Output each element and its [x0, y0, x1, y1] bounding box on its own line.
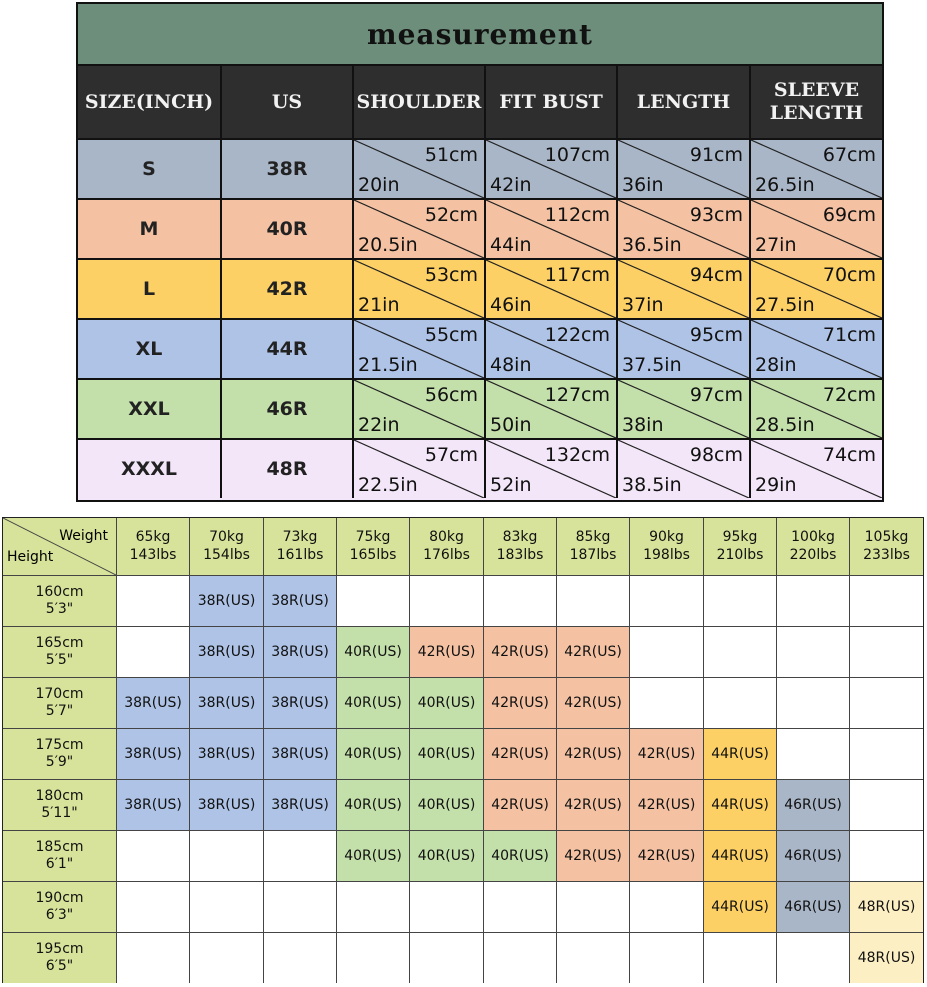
- size-chart-cell: [117, 831, 190, 882]
- inch-value: 36.5in: [622, 234, 682, 256]
- size-chart-cell: [777, 627, 850, 678]
- size-chart-cell: [850, 576, 923, 627]
- us-size-cell: 44R: [222, 320, 354, 378]
- weight-lbs: 161lbs: [276, 546, 324, 563]
- weight-header-cell: [190, 518, 264, 576]
- weight-kg: 75kg: [355, 529, 391, 545]
- cm-value: 70cm: [822, 264, 876, 286]
- size-chart-cell: 42R(US): [484, 678, 557, 729]
- us-size-cell: 46R: [222, 380, 354, 438]
- height-ft: 5′5": [45, 652, 74, 668]
- height-header-cell: [3, 678, 117, 729]
- size-chart-cell: 40R(US): [337, 627, 410, 678]
- height-cm: 175cm: [35, 736, 84, 753]
- size-chart-cell: 42R(US): [557, 729, 630, 780]
- size-chart-cell: 44R(US): [704, 831, 777, 882]
- size-chart-cell: [850, 831, 923, 882]
- measurement-value-cell: [486, 440, 618, 498]
- size-chart-cell: [704, 627, 777, 678]
- height-ft: 6′5": [45, 958, 74, 974]
- weight-lbs: 176lbs: [423, 546, 470, 563]
- size-chart-cell: [777, 678, 850, 729]
- weight-header-cell: [850, 518, 923, 576]
- weight-lbs: 143lbs: [129, 546, 177, 563]
- height-ft: 5′3": [45, 601, 74, 617]
- inch-value: 38in: [622, 414, 664, 436]
- size-cell: XL: [78, 320, 222, 378]
- size-chart-cell: 48R(US): [850, 882, 923, 933]
- size-chart-cell: [410, 882, 484, 933]
- weight-header-cell: [557, 518, 630, 576]
- weight-kg: 70kg: [209, 529, 244, 545]
- measurement-value-cell: [354, 140, 486, 198]
- cm-value: 97cm: [689, 384, 743, 406]
- height-header-cell: [3, 576, 117, 627]
- weight-kg: 83kg: [502, 529, 538, 545]
- size-chart-cell: [630, 576, 704, 627]
- cm-value: 127cm: [544, 384, 610, 406]
- cm-value: 95cm: [689, 324, 743, 346]
- size-chart-cell: 38R(US): [264, 627, 337, 678]
- measurement-header-cell: SHOULDER: [354, 66, 486, 138]
- size-chart-cell: 38R(US): [264, 678, 337, 729]
- size-chart-cell: [117, 882, 190, 933]
- size-chart-cell: 40R(US): [410, 831, 484, 882]
- measurement-row: [78, 318, 882, 378]
- weight-header-cell: [630, 518, 704, 576]
- measurement-value-cell: [618, 140, 751, 198]
- cm-value: 132cm: [544, 444, 610, 466]
- inch-value: 52in: [490, 474, 532, 496]
- weight-kg: 80kg: [429, 529, 464, 545]
- size-chart-cell: 42R(US): [557, 780, 630, 831]
- inch-value: 21.5in: [358, 354, 418, 376]
- size-chart-cell: 38R(US): [264, 780, 337, 831]
- size-chart-cell: 42R(US): [557, 627, 630, 678]
- us-size-cell: 38R: [222, 140, 354, 198]
- measurement-header-cell: SLEEVE LENGTH: [751, 66, 882, 138]
- measurement-row: [78, 198, 882, 258]
- cm-value: 53cm: [424, 264, 478, 286]
- measurement-value-cell: [618, 380, 751, 438]
- inch-value: 37.5in: [622, 354, 682, 376]
- size-chart-cell: [190, 882, 264, 933]
- weight-kg: 90kg: [649, 529, 684, 545]
- size-chart-cell: 44R(US): [704, 780, 777, 831]
- measurement-table: [76, 2, 884, 502]
- inch-value: 48in: [490, 354, 532, 376]
- weight-kg: 100kg: [791, 529, 835, 545]
- size-chart-cell: [117, 933, 190, 983]
- height-header-cell: [3, 627, 117, 678]
- size-chart-cell: [337, 576, 410, 627]
- measurement-value-cell: [618, 200, 751, 258]
- size-chart-cell: [484, 882, 557, 933]
- weight-header-cell: [337, 518, 410, 576]
- us-size-cell: 40R: [222, 200, 354, 258]
- cm-value: 69cm: [822, 204, 876, 226]
- size-chart-cell: [117, 576, 190, 627]
- cm-value: 72cm: [822, 384, 876, 406]
- measurement-row: [78, 438, 882, 500]
- size-chart-cell: [264, 882, 337, 933]
- measurement-value-cell: [751, 140, 882, 198]
- size-chart-cell: [704, 678, 777, 729]
- size-chart-cell: [117, 627, 190, 678]
- cm-value: 51cm: [424, 144, 478, 166]
- weight-header-cell: [704, 518, 777, 576]
- cm-value: 56cm: [424, 384, 478, 406]
- cm-value: 117cm: [544, 264, 610, 286]
- size-chart-cell: [630, 627, 704, 678]
- size-chart-cell: [850, 729, 923, 780]
- height-cm: 170cm: [35, 685, 84, 702]
- inch-value: 21in: [358, 294, 400, 316]
- measurement-row: [78, 378, 882, 438]
- weight-kg: 73kg: [282, 529, 318, 545]
- size-chart-cell: 40R(US): [484, 831, 557, 882]
- height-header-cell: [3, 780, 117, 831]
- cm-value: 57cm: [424, 444, 478, 466]
- inch-value: 20.5in: [358, 234, 418, 256]
- measurement-value-cell: [618, 440, 751, 498]
- size-chart-cell: [557, 576, 630, 627]
- weight-lbs: 154lbs: [203, 546, 250, 563]
- measurement-row: [78, 138, 882, 198]
- weight-lbs: 187lbs: [569, 546, 617, 563]
- weight-header-cell: [410, 518, 484, 576]
- size-chart-cell: 42R(US): [410, 627, 484, 678]
- measurement-header-cell: SIZE(INCH): [78, 66, 222, 138]
- size-chart-cell: [777, 729, 850, 780]
- measurement-value-cell: [354, 200, 486, 258]
- cm-value: 74cm: [822, 444, 876, 466]
- weight-lbs: 220lbs: [789, 546, 837, 563]
- measurement-value-cell: [354, 380, 486, 438]
- cm-value: 71cm: [822, 324, 876, 346]
- weight-lbs: 165lbs: [349, 546, 397, 563]
- measurement-row: [78, 258, 882, 318]
- measurement-value-cell: [354, 320, 486, 378]
- size-cell: M: [78, 200, 222, 258]
- size-chart-cell: 38R(US): [190, 678, 264, 729]
- us-size-cell: 42R: [222, 260, 354, 318]
- measurement-value-cell: [486, 260, 618, 318]
- cm-value: 67cm: [822, 144, 876, 166]
- height-ft: 5′7": [45, 703, 74, 719]
- cm-value: 98cm: [689, 444, 743, 466]
- size-chart-cell: [630, 882, 704, 933]
- measurement-value-cell: [486, 320, 618, 378]
- size-chart-grid: [2, 517, 924, 983]
- size-chart-cell: [264, 933, 337, 983]
- height-cm: 180cm: [35, 787, 84, 804]
- measurement-value-cell: [618, 320, 751, 378]
- size-chart-cell: 38R(US): [117, 780, 190, 831]
- size-chart-cell: [190, 933, 264, 983]
- weight-axis-label: Weight: [59, 528, 108, 544]
- inch-value: 27.5in: [755, 294, 815, 316]
- height-ft: 6′1": [45, 856, 74, 872]
- height-axis-label: Height: [7, 549, 54, 565]
- size-chart-cell: [484, 576, 557, 627]
- weight-lbs: 210lbs: [716, 546, 764, 563]
- cm-value: 94cm: [689, 264, 743, 286]
- height-cm: 190cm: [35, 889, 84, 906]
- size-chart-cell: 38R(US): [264, 576, 337, 627]
- measurement-value-cell: [751, 440, 882, 498]
- size-cell: S: [78, 140, 222, 198]
- size-chart-cell: 38R(US): [190, 576, 264, 627]
- measurement-value-cell: [618, 260, 751, 318]
- cm-value: 107cm: [544, 144, 610, 166]
- inch-value: 20in: [358, 174, 400, 196]
- size-chart-cell: [777, 933, 850, 983]
- size-chart-cell: 38R(US): [264, 729, 337, 780]
- size-chart-cell: 42R(US): [557, 678, 630, 729]
- inch-value: 22.5in: [358, 474, 418, 496]
- size-chart-cell: [410, 576, 484, 627]
- height-cm: 185cm: [35, 838, 84, 855]
- inch-value: 46in: [490, 294, 532, 316]
- weight-kg: 85kg: [575, 529, 611, 545]
- weight-lbs: 183lbs: [496, 546, 544, 563]
- weight-header-cell: [777, 518, 850, 576]
- size-cell: XXL: [78, 380, 222, 438]
- height-ft: 5′9": [45, 754, 74, 770]
- measurement-value-cell: [486, 380, 618, 438]
- inch-value: 22in: [358, 414, 400, 436]
- height-header-cell: [3, 882, 117, 933]
- inch-value: 27in: [755, 234, 797, 256]
- size-chart-cell: 40R(US): [337, 729, 410, 780]
- size-chart-cell: 38R(US): [190, 780, 264, 831]
- height-cm: 195cm: [35, 940, 84, 957]
- size-chart-cell: [337, 882, 410, 933]
- cm-value: 91cm: [689, 144, 743, 166]
- inch-value: 37in: [622, 294, 664, 316]
- height-ft: 5′11": [41, 805, 78, 821]
- size-chart-cell: 46R(US): [777, 882, 850, 933]
- size-chart-cell: [557, 933, 630, 983]
- size-cell: L: [78, 260, 222, 318]
- size-chart-cell: [630, 678, 704, 729]
- height-header-cell: [3, 933, 117, 983]
- size-chart-cell: 42R(US): [557, 831, 630, 882]
- size-chart-cell: 42R(US): [630, 831, 704, 882]
- size-chart-cell: 38R(US): [190, 729, 264, 780]
- size-chart-cell: 38R(US): [117, 678, 190, 729]
- size-chart-cell: 46R(US): [777, 780, 850, 831]
- size-chart-cell: [777, 576, 850, 627]
- size-chart-cell: [704, 576, 777, 627]
- height-header-cell: [3, 831, 117, 882]
- height-cm: 160cm: [35, 583, 84, 600]
- size-chart-cell: 44R(US): [704, 729, 777, 780]
- size-chart-cell: [850, 678, 923, 729]
- weight-header-cell: [484, 518, 557, 576]
- inch-value: 42in: [490, 174, 532, 196]
- size-chart-cell: 40R(US): [337, 780, 410, 831]
- measurement-value-cell: [486, 200, 618, 258]
- size-chart-cell: 42R(US): [630, 780, 704, 831]
- size-chart-cell: [850, 780, 923, 831]
- size-chart-cell: [630, 933, 704, 983]
- size-chart-corner: [3, 518, 117, 576]
- size-chart-cell: 40R(US): [410, 729, 484, 780]
- size-cell: XXXL: [78, 440, 222, 498]
- size-chart-cell: 42R(US): [484, 729, 557, 780]
- size-chart-cell: [264, 831, 337, 882]
- weight-header-cell: [264, 518, 337, 576]
- cm-value: 52cm: [424, 204, 478, 226]
- measurement-value-cell: [751, 320, 882, 378]
- size-chart-cell: [704, 933, 777, 983]
- inch-value: 28.5in: [755, 414, 815, 436]
- size-chart-cell: [484, 933, 557, 983]
- measurement-value-cell: [354, 260, 486, 318]
- size-chart-cell: [557, 882, 630, 933]
- measurement-value-cell: [751, 260, 882, 318]
- inch-value: 28in: [755, 354, 797, 376]
- cm-value: 93cm: [689, 204, 743, 226]
- measurement-header-cell: US: [222, 66, 354, 138]
- size-chart-cell: 40R(US): [337, 831, 410, 882]
- inch-value: 38.5in: [622, 474, 682, 496]
- height-ft: 6′3": [45, 907, 74, 923]
- measurement-value-cell: [486, 140, 618, 198]
- height-header-cell: [3, 729, 117, 780]
- size-chart-cell: [190, 831, 264, 882]
- weight-lbs: 198lbs: [643, 546, 690, 563]
- size-chart-cell: 42R(US): [484, 780, 557, 831]
- inch-value: 36in: [622, 174, 664, 196]
- size-chart-cell: 42R(US): [630, 729, 704, 780]
- cm-value: 122cm: [544, 324, 610, 346]
- weight-kg: 105kg: [864, 529, 909, 545]
- size-chart-cell: [850, 627, 923, 678]
- measurement-header-cell: LENGTH: [618, 66, 751, 138]
- measurement-title: measurement: [78, 4, 882, 66]
- size-chart-cell: 40R(US): [410, 780, 484, 831]
- size-chart-cell: 44R(US): [704, 882, 777, 933]
- measurement-value-cell: [354, 440, 486, 498]
- size-chart-cell: [337, 933, 410, 983]
- inch-value: 26.5in: [755, 174, 815, 196]
- measurement-header-cell: FIT BUST: [486, 66, 618, 138]
- inch-value: 44in: [490, 234, 532, 256]
- size-chart-cell: 46R(US): [777, 831, 850, 882]
- cm-value: 55cm: [424, 324, 478, 346]
- size-chart-cell: 38R(US): [117, 729, 190, 780]
- cm-value: 112cm: [544, 204, 610, 226]
- inch-value: 50in: [490, 414, 532, 436]
- inch-value: 29in: [755, 474, 797, 496]
- measurement-value-cell: [751, 380, 882, 438]
- weight-kg: 95kg: [722, 529, 758, 545]
- size-chart-cell: 42R(US): [484, 627, 557, 678]
- size-chart-cell: [410, 933, 484, 983]
- measurement-value-cell: [751, 200, 882, 258]
- size-chart-cell: 38R(US): [190, 627, 264, 678]
- weight-lbs: 233lbs: [863, 546, 910, 563]
- size-chart-cell: 40R(US): [337, 678, 410, 729]
- us-size-cell: 48R: [222, 440, 354, 498]
- height-cm: 165cm: [35, 634, 84, 651]
- weight-header-cell: [117, 518, 190, 576]
- size-chart-cell: 40R(US): [410, 678, 484, 729]
- weight-kg: 65kg: [135, 529, 171, 545]
- size-chart-cell: 48R(US): [850, 933, 923, 983]
